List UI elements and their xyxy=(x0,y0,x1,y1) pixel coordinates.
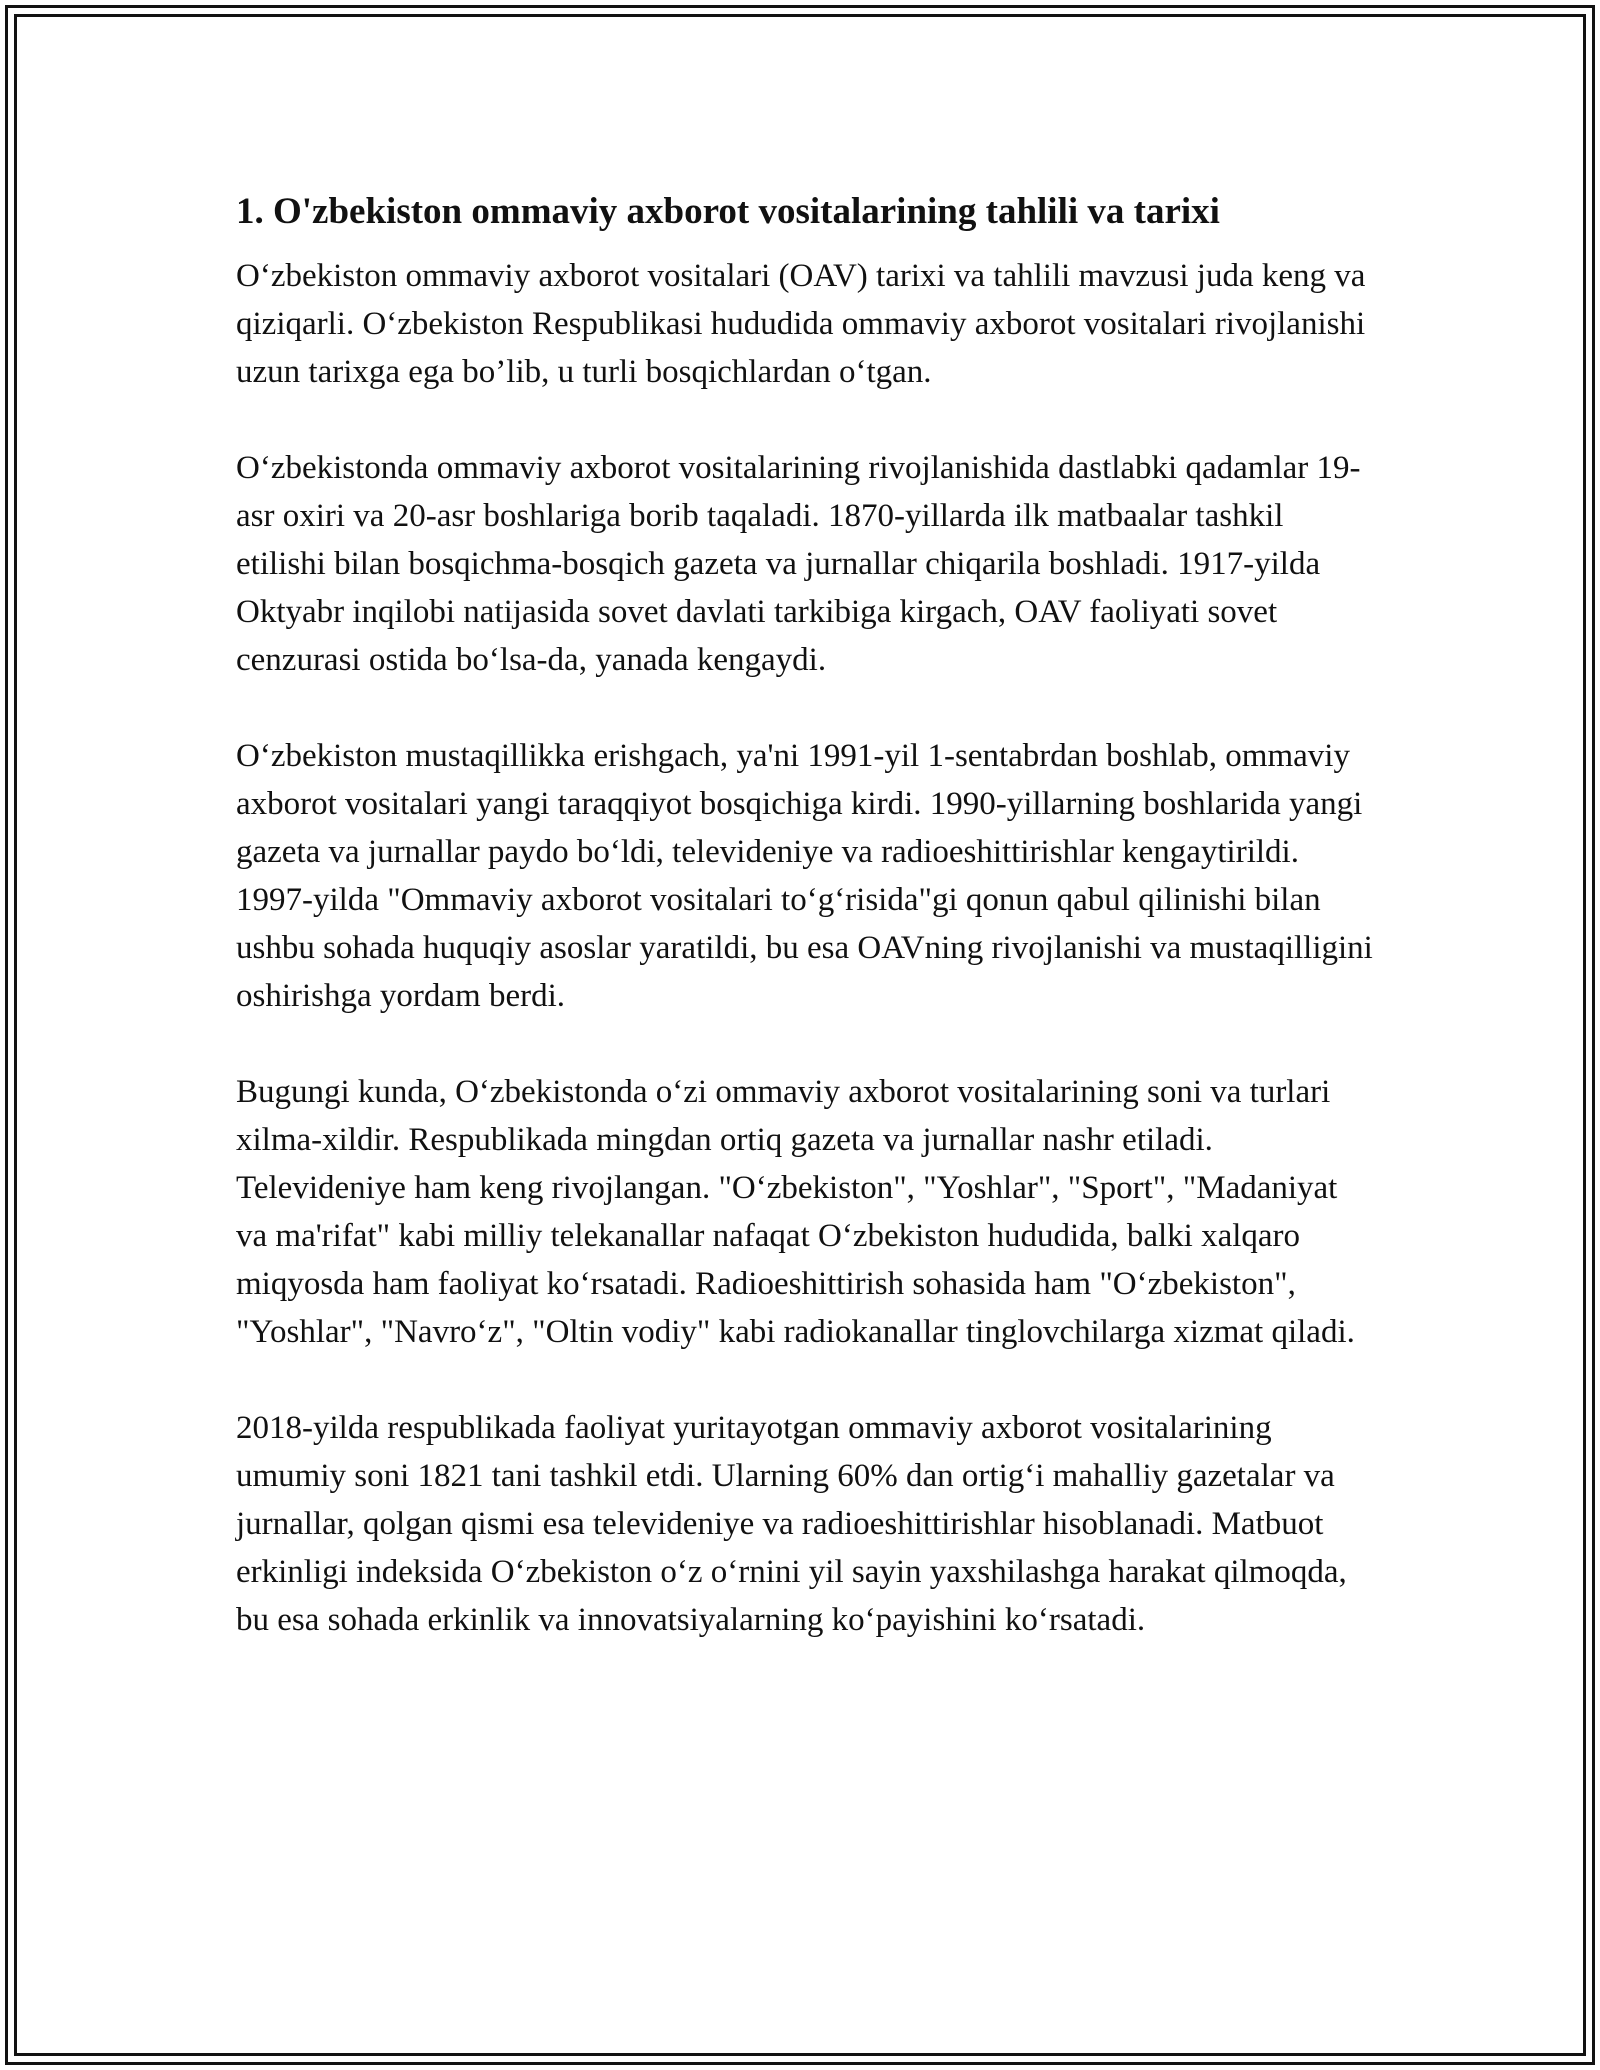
paragraph-early-history: O‘zbekistonda ommaviy axborot vositalarining rivojlanishida dastlabki qadamlar 19-asr oxiri va 20-asr boshlariga borib taqaladi. 1870-yillarda ilk matbaalar tashkil etilishi bilan bosqichma-bosqich gazeta va jurnallar chiqarila boshladi. 1917-yilda Oktyabr inqilobi natijasida sovet davlati tarkibiga kirgach, OAV faoliyati sovet cenzurasi ostida bo‘lsa-da, yanada kengaydi. xyxy=(236,450,1361,678)
paragraph-statistics: 2018-yilda respublikada faoliyat yuritayotgan ommaviy axborot vositalarining umumiy soni 1821 tani tashkil etdi. Ularning 60% dan ortig‘i mahalliy gazetalar va jurnallar, qolgan qismi esa televideniye va radioeshittirishlar hisoblanadi. Matbuot erkinligi indeksida O‘zbekiston o‘z o‘rnini yil sayin yaxshilashga harakat qilmoqda, bu esa sohada erkinlik va innovatsiyalarning ko‘payishini ko‘rsatadi. xyxy=(236,1410,1347,1638)
document-body xyxy=(236,186,1376,1692)
document-title: 1. O'zbekiston ommaviy axborot vositalarining tahlili va tarixi xyxy=(236,191,1220,232)
paragraph-intro: O‘zbekiston ommaviy axborot vositalari (OAV) tarixi va tahlili mavzusi juda keng va qiziqarli. O‘zbekiston Respublikasi hududida ommaviy axborot vositalari rivojlanishi uzun tarixga ega bo’lib, u turli bosqichlardan o‘tgan. xyxy=(236,258,1366,390)
paragraph-independence: O‘zbekiston mustaqillikka erishgach, ya'ni 1991-yil 1-sentabrdan boshlab, ommaviy axborot vositalari yangi taraqqiyot bosqichiga kirdi. 1990-yillarning boshlarida yangi gazeta va jurnallar paydo bo‘ldi, televideniye va radioeshittirishlar kengaytirildi. 1997-yilda "Ommaviy axborot vositalari to‘g‘risida"gi qonun qabul qilinishi bilan ushbu sohada huquqiy asoslar yaratildi, bu esa OAVning rivojlanishi va mustaqilligini oshirishga yordam berdi. xyxy=(236,738,1373,1014)
paragraph-present-day: Bugungi kunda, O‘zbekistonda o‘zi ommaviy axborot vositalarining soni va turlari xilma-xildir. Respublikada mingdan ortiq gazeta va jurnallar nashr etiladi. Televideniye ham keng rivojlangan. "O‘zbekiston", "Yoshlar", "Sport", "Madaniyat va ma'rifat" kabi milliy telekanallar nafaqat O‘zbekiston hududida, balki xalqaro miqyosda ham faoliyat ko‘rsatadi. Radioeshittirish sohasida ham "O‘zbekiston", "Yoshlar", "Navro‘z", "Oltin vodiy" kabi radiokanallar tinglovchilarga xizmat qiladi. xyxy=(236,1074,1355,1350)
